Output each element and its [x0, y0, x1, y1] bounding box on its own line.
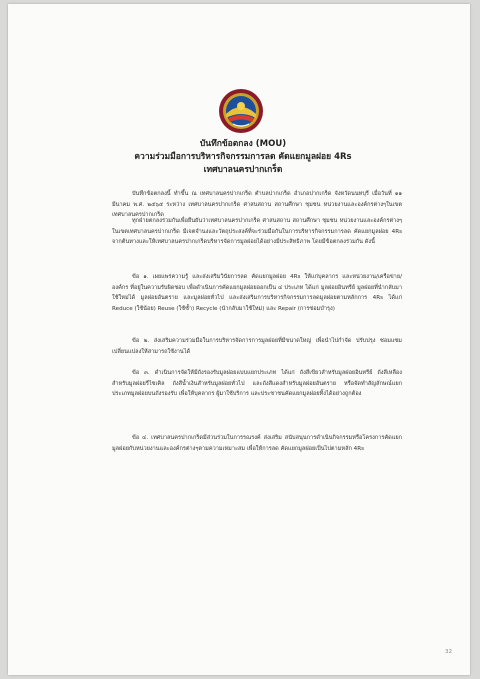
paragraph-clause-3: ข้อ ๓. ดำเนินการจัดให้มีถังรองรับมูลฝอยแบบแยกประเภท ได้แก่ ถังสีเขียวสำหรับมูลฝอยอินทรีย์ ถังสีเหลืองสำหรับมูลฝอยรีไซเคิล ถังสีน้ำเงินสำหรับมูลฝอยทั่วไป และถังสีแดงสำหรับมูลฝอยอันตราย หรือจัดทำสัญลักษณ์แยกประเภทมูลฝอยบนถังรองรับ เพื่อให้บุคลากร ผู้มาใช้บริการ และประชาชนคัดแยกมูลฝอยทิ้งได้อย่างถูกต้อง — [112, 370, 402, 397]
paragraph-intro: บันทึกข้อตกลงนี้ ทำขึ้น ณ เทศบาลนครปากเกร็ด ตำบลปากเกร็ด อำเภอปากเกร็ด จังหวัดนนทบุรี เมื่อวันที่ ๑๑ มีนาคม พ.ศ. ๒๕๖๕ ระหว่าง เทศบาลนครปากเกร็ด ศาสนสถาน สถานศึกษา ชุมชน หน่วยงานและองค์กรต่างๆในเขตเทศบาลนครปากเกร็ด — [112, 191, 402, 218]
paragraph-clause-1: ข้อ ๑. เผยแพร่ความรู้ และส่งเสริมวินัยการลด คัดแยกมูลฝอย 4Rs ให้แก่บุคลากร และหน่วยงาน/เครือข่าย/องค์กร ที่อยู่ในความรับผิดชอบ เพื่อดำเนินการคัดแยกมูลฝอยออกเป็น ๔ ประเภท ได้แก่ มูลฝอยอินทรีย์ มูลฝอยที่นำกลับมาใช้ใหม่ได้ มูลฝอยอันตราย และมูลฝอยทั่วไป และส่งเสริมการบริหารกิจกรรมการลดมูลฝอยตามหลักการ 4Rs ได้แก่ Reduce (ใช้น้อย) Reuse (ใช้ซ้ำ) Recycle (นำกลับมาใช้ใหม่) และ Repair (การซ่อมบำรุง) — [112, 274, 402, 312]
paragraph-agreement: ทุกฝ่ายตกลงร่วมกันเพื่อยืนยันว่าเทศบาลนครปากเกร็ด ศาสนสถาน สถานศึกษา ชุมชน หน่วยงานและองค์กรต่างๆในเขตเทศบาลนครปากเกร็ด มีเจตจำนงและวัตถุประสงค์ที่จะร่วมมือกันในการบริหารกิจกรรมการลด คัดแยกมูลฝอย 4Rs จากต้นทางและให้เทศบาลนครปากเกร็ดบริหารจัดการมูลฝอยได้อย่างมีประสิทธิภาพ โดยมีข้อตกลงร่วมกัน ดังนี้ — [112, 218, 402, 245]
organization-name: เทศบาลนครปากเกร็ด — [203, 165, 283, 175]
document-title: บันทึกข้อตกลง (MOU) — [199, 139, 287, 149]
document-page — [8, 4, 470, 675]
page-number: 32 — [445, 649, 452, 655]
document-subtitle: ความร่วมมือการบริหารกิจกรรมการลด คัดแยกมูลฝอย 4Rs — [134, 152, 352, 162]
municipality-seal-icon — [218, 88, 264, 134]
paragraph-clause-2: ข้อ ๒. ส่งเสริมความร่วมมือในการบริหารจัดการการมูลฝอยที่มีขนาดใหญ่ เพื่อนำไปกำจัด ปรับปรุง ซ่อมแซมเปลี่ยนแปลงให้สามารถใช้งานได้ — [112, 338, 402, 355]
paragraph-clause-4: ข้อ ๔. เทศบาลนครปากเกร็ดมีส่วนร่วมในการรณรงค์ ส่งเสริม สนับสนุนการดำเนินกิจกรรมหรือโครงการคัดแยกมูลฝอยกับหน่วยงานและองค์กรต่างๆตามความเหมาะสม เพื่อให้การลด คัดแยกมูลฝอยเป็นไปตามหลัก 4Rs — [112, 435, 402, 452]
